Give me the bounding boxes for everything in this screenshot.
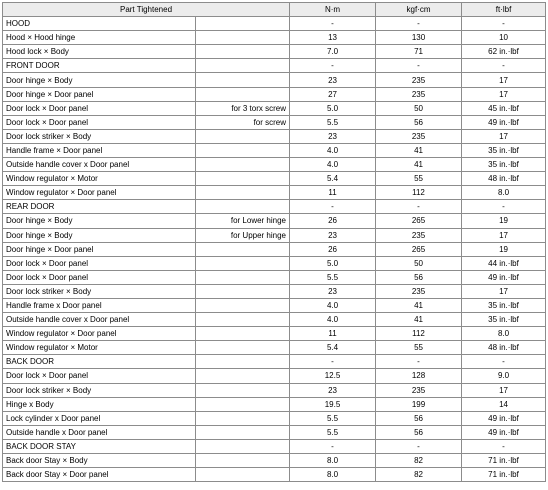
kgf-cm-cell: 235 [376, 129, 462, 143]
note-cell [196, 256, 290, 270]
ft-lbf-cell: 48 in.·lbf [462, 341, 546, 355]
nm-cell: 4.0 [290, 158, 376, 172]
nm-cell: 5.5 [290, 115, 376, 129]
nm-cell: 23 [290, 383, 376, 397]
ft-lbf-cell: 49 in.·lbf [462, 270, 546, 284]
part-cell: BACK DOOR [3, 355, 196, 369]
part-cell: Lock cylinder x Door panel [3, 411, 196, 425]
table-row [3, 87, 546, 101]
kgf-cm-cell: 235 [376, 383, 462, 397]
ft-lbf-cell: 48 in.·lbf [462, 172, 546, 186]
table-row [3, 341, 546, 355]
note-cell [196, 158, 290, 172]
kgf-cm-cell: 55 [376, 341, 462, 355]
part-cell: Handle frame × Door panel [3, 143, 196, 157]
note-cell [196, 200, 290, 214]
nm-cell: - [290, 355, 376, 369]
header-ft-lbf: ft·lbf [462, 3, 546, 17]
kgf-cm-cell: 112 [376, 186, 462, 200]
part-cell: Window regulator × Motor [3, 172, 196, 186]
part-cell: Window regulator × Motor [3, 341, 196, 355]
ft-lbf-cell: 44 in.·lbf [462, 256, 546, 270]
ft-lbf-cell: 35 in.·lbf [462, 313, 546, 327]
nm-cell: 5.4 [290, 341, 376, 355]
part-cell: Hood lock × Body [3, 45, 196, 59]
part-cell: Window regulator × Door panel [3, 186, 196, 200]
nm-cell: 19.5 [290, 397, 376, 411]
kgf-cm-cell: 265 [376, 214, 462, 228]
nm-cell: 26 [290, 214, 376, 228]
part-cell: Door lock × Door panel [3, 101, 196, 115]
kgf-cm-cell: 55 [376, 172, 462, 186]
table-row [3, 186, 546, 200]
table-row [3, 101, 546, 115]
part-cell: Door lock striker × Body [3, 284, 196, 298]
kgf-cm-cell: 56 [376, 270, 462, 284]
kgf-cm-cell: - [376, 200, 462, 214]
ft-lbf-cell: 71 in.·lbf [462, 468, 546, 482]
nm-cell: 4.0 [290, 313, 376, 327]
ft-lbf-cell: 17 [462, 87, 546, 101]
kgf-cm-cell: 82 [376, 454, 462, 468]
note-cell [196, 355, 290, 369]
part-cell: Hinge x Body [3, 397, 196, 411]
part-cell: Door hinge × Body [3, 73, 196, 87]
table-row [3, 397, 546, 411]
torque-spec-table [2, 2, 546, 482]
nm-cell: - [290, 439, 376, 453]
part-cell: Window regulator × Door panel [3, 327, 196, 341]
nm-cell: 5.4 [290, 172, 376, 186]
table-row [3, 129, 546, 143]
part-cell: REAR DOOR [3, 200, 196, 214]
table-row [3, 59, 546, 73]
part-cell: Outside handle cover x Door panel [3, 158, 196, 172]
part-cell: HOOD [3, 17, 196, 31]
nm-cell: 23 [290, 284, 376, 298]
part-cell: Back door Stay × Body [3, 454, 196, 468]
header-kgf-cm: kgf·cm [376, 3, 462, 17]
kgf-cm-cell: 235 [376, 284, 462, 298]
note-cell [196, 45, 290, 59]
kgf-cm-cell: 56 [376, 411, 462, 425]
kgf-cm-cell: - [376, 355, 462, 369]
part-cell: Handle frame x Door panel [3, 298, 196, 312]
nm-cell: 13 [290, 31, 376, 45]
nm-cell: 5.5 [290, 270, 376, 284]
nm-cell: 12.5 [290, 369, 376, 383]
part-cell: Hood × Hood hinge [3, 31, 196, 45]
table-row [3, 383, 546, 397]
table-row [3, 256, 546, 270]
part-cell: FRONT DOOR [3, 59, 196, 73]
note-cell: for Lower hinge [196, 214, 290, 228]
note-cell [196, 242, 290, 256]
note-cell [196, 87, 290, 101]
note-cell [196, 73, 290, 87]
kgf-cm-cell: 41 [376, 143, 462, 157]
table-row [3, 454, 546, 468]
part-cell: Door hinge × Door panel [3, 242, 196, 256]
table-row [3, 228, 546, 242]
table-row [3, 355, 546, 369]
kgf-cm-cell: 128 [376, 369, 462, 383]
part-cell: Door hinge × Door panel [3, 87, 196, 101]
ft-lbf-cell: 35 in.·lbf [462, 158, 546, 172]
note-cell [196, 439, 290, 453]
nm-cell: - [290, 59, 376, 73]
nm-cell: 5.5 [290, 411, 376, 425]
note-cell [196, 411, 290, 425]
ft-lbf-cell: 14 [462, 397, 546, 411]
table-row [3, 31, 546, 45]
note-cell [196, 129, 290, 143]
table-row [3, 45, 546, 59]
nm-cell: - [290, 200, 376, 214]
ft-lbf-cell: - [462, 200, 546, 214]
kgf-cm-cell: 56 [376, 115, 462, 129]
part-cell: Door lock × Door panel [3, 115, 196, 129]
nm-cell: 26 [290, 242, 376, 256]
nm-cell: 11 [290, 327, 376, 341]
kgf-cm-cell: 71 [376, 45, 462, 59]
ft-lbf-cell: 17 [462, 284, 546, 298]
ft-lbf-cell: 35 in.·lbf [462, 143, 546, 157]
part-cell: Outside handle x Door panel [3, 425, 196, 439]
ft-lbf-cell: 71 in.·lbf [462, 454, 546, 468]
table-row [3, 17, 546, 31]
table-row [3, 158, 546, 172]
kgf-cm-cell: 50 [376, 101, 462, 115]
ft-lbf-cell: 17 [462, 228, 546, 242]
kgf-cm-cell: 82 [376, 468, 462, 482]
nm-cell: 4.0 [290, 143, 376, 157]
table-row [3, 242, 546, 256]
ft-lbf-cell: - [462, 59, 546, 73]
ft-lbf-cell: 19 [462, 214, 546, 228]
nm-cell: 5.0 [290, 101, 376, 115]
kgf-cm-cell: 130 [376, 31, 462, 45]
table-row [3, 439, 546, 453]
header-part-tightened: Part Tightened [3, 3, 290, 17]
kgf-cm-cell: 50 [376, 256, 462, 270]
note-cell: for Upper hinge [196, 228, 290, 242]
nm-cell: 8.0 [290, 454, 376, 468]
part-cell: Door lock striker × Body [3, 129, 196, 143]
ft-lbf-cell: 10 [462, 31, 546, 45]
ft-lbf-cell: - [462, 355, 546, 369]
part-cell: BACK DOOR STAY [3, 439, 196, 453]
kgf-cm-cell: 235 [376, 228, 462, 242]
table-row [3, 425, 546, 439]
part-cell: Outside handle cover x Door panel [3, 313, 196, 327]
kgf-cm-cell: 112 [376, 327, 462, 341]
note-cell [196, 298, 290, 312]
nm-cell: 11 [290, 186, 376, 200]
table-row [3, 143, 546, 157]
table-row [3, 284, 546, 298]
kgf-cm-cell: 41 [376, 298, 462, 312]
note-cell: for 3 torx screw [196, 101, 290, 115]
kgf-cm-cell: 235 [376, 87, 462, 101]
table-body [3, 17, 546, 482]
nm-cell: - [290, 17, 376, 31]
ft-lbf-cell: 19 [462, 242, 546, 256]
note-cell [196, 341, 290, 355]
nm-cell: 5.0 [290, 256, 376, 270]
ft-lbf-cell: 35 in.·lbf [462, 298, 546, 312]
note-cell [196, 383, 290, 397]
ft-lbf-cell: 17 [462, 73, 546, 87]
kgf-cm-cell: 41 [376, 313, 462, 327]
ft-lbf-cell: 49 in.·lbf [462, 411, 546, 425]
table-row [3, 115, 546, 129]
nm-cell: 7.0 [290, 45, 376, 59]
kgf-cm-cell: 56 [376, 425, 462, 439]
header-nm: N·m [290, 3, 376, 17]
kgf-cm-cell: - [376, 439, 462, 453]
ft-lbf-cell: 9.0 [462, 369, 546, 383]
ft-lbf-cell: 49 in.·lbf [462, 115, 546, 129]
note-cell [196, 31, 290, 45]
note-cell [196, 468, 290, 482]
note-cell [196, 454, 290, 468]
table-row [3, 369, 546, 383]
table-row [3, 313, 546, 327]
note-cell [196, 369, 290, 383]
part-cell: Door lock striker × Body [3, 383, 196, 397]
note-cell [196, 186, 290, 200]
note-cell [196, 327, 290, 341]
table-row [3, 270, 546, 284]
note-cell: for screw [196, 115, 290, 129]
nm-cell: 23 [290, 228, 376, 242]
nm-cell: 8.0 [290, 468, 376, 482]
table-row [3, 468, 546, 482]
kgf-cm-cell: 265 [376, 242, 462, 256]
kgf-cm-cell: 199 [376, 397, 462, 411]
note-cell [196, 284, 290, 298]
table-header [3, 3, 546, 17]
note-cell [196, 59, 290, 73]
nm-cell: 4.0 [290, 298, 376, 312]
kgf-cm-cell: - [376, 17, 462, 31]
table-row [3, 327, 546, 341]
part-cell: Door hinge × Body [3, 228, 196, 242]
part-cell: Door lock × Door panel [3, 256, 196, 270]
note-cell [196, 313, 290, 327]
part-cell: Door hinge × Body [3, 214, 196, 228]
ft-lbf-cell: - [462, 17, 546, 31]
note-cell [196, 270, 290, 284]
note-cell [196, 425, 290, 439]
part-cell: Back door Stay × Door panel [3, 468, 196, 482]
note-cell [196, 172, 290, 186]
kgf-cm-cell: 235 [376, 73, 462, 87]
table-row [3, 172, 546, 186]
table-row [3, 298, 546, 312]
ft-lbf-cell: 17 [462, 383, 546, 397]
note-cell [196, 143, 290, 157]
kgf-cm-cell: 41 [376, 158, 462, 172]
ft-lbf-cell: 62 in.·lbf [462, 45, 546, 59]
ft-lbf-cell: 17 [462, 129, 546, 143]
table-row [3, 200, 546, 214]
table-row [3, 73, 546, 87]
note-cell [196, 397, 290, 411]
kgf-cm-cell: - [376, 59, 462, 73]
ft-lbf-cell: 8.0 [462, 327, 546, 341]
nm-cell: 23 [290, 129, 376, 143]
ft-lbf-cell: - [462, 439, 546, 453]
part-cell: Door lock × Door panel [3, 369, 196, 383]
note-cell [196, 17, 290, 31]
nm-cell: 27 [290, 87, 376, 101]
table-row [3, 214, 546, 228]
ft-lbf-cell: 49 in.·lbf [462, 425, 546, 439]
ft-lbf-cell: 45 in.·lbf [462, 101, 546, 115]
header-row [3, 3, 546, 17]
table-row [3, 411, 546, 425]
nm-cell: 5.5 [290, 425, 376, 439]
part-cell: Door lock × Door panel [3, 270, 196, 284]
ft-lbf-cell: 8.0 [462, 186, 546, 200]
nm-cell: 23 [290, 73, 376, 87]
